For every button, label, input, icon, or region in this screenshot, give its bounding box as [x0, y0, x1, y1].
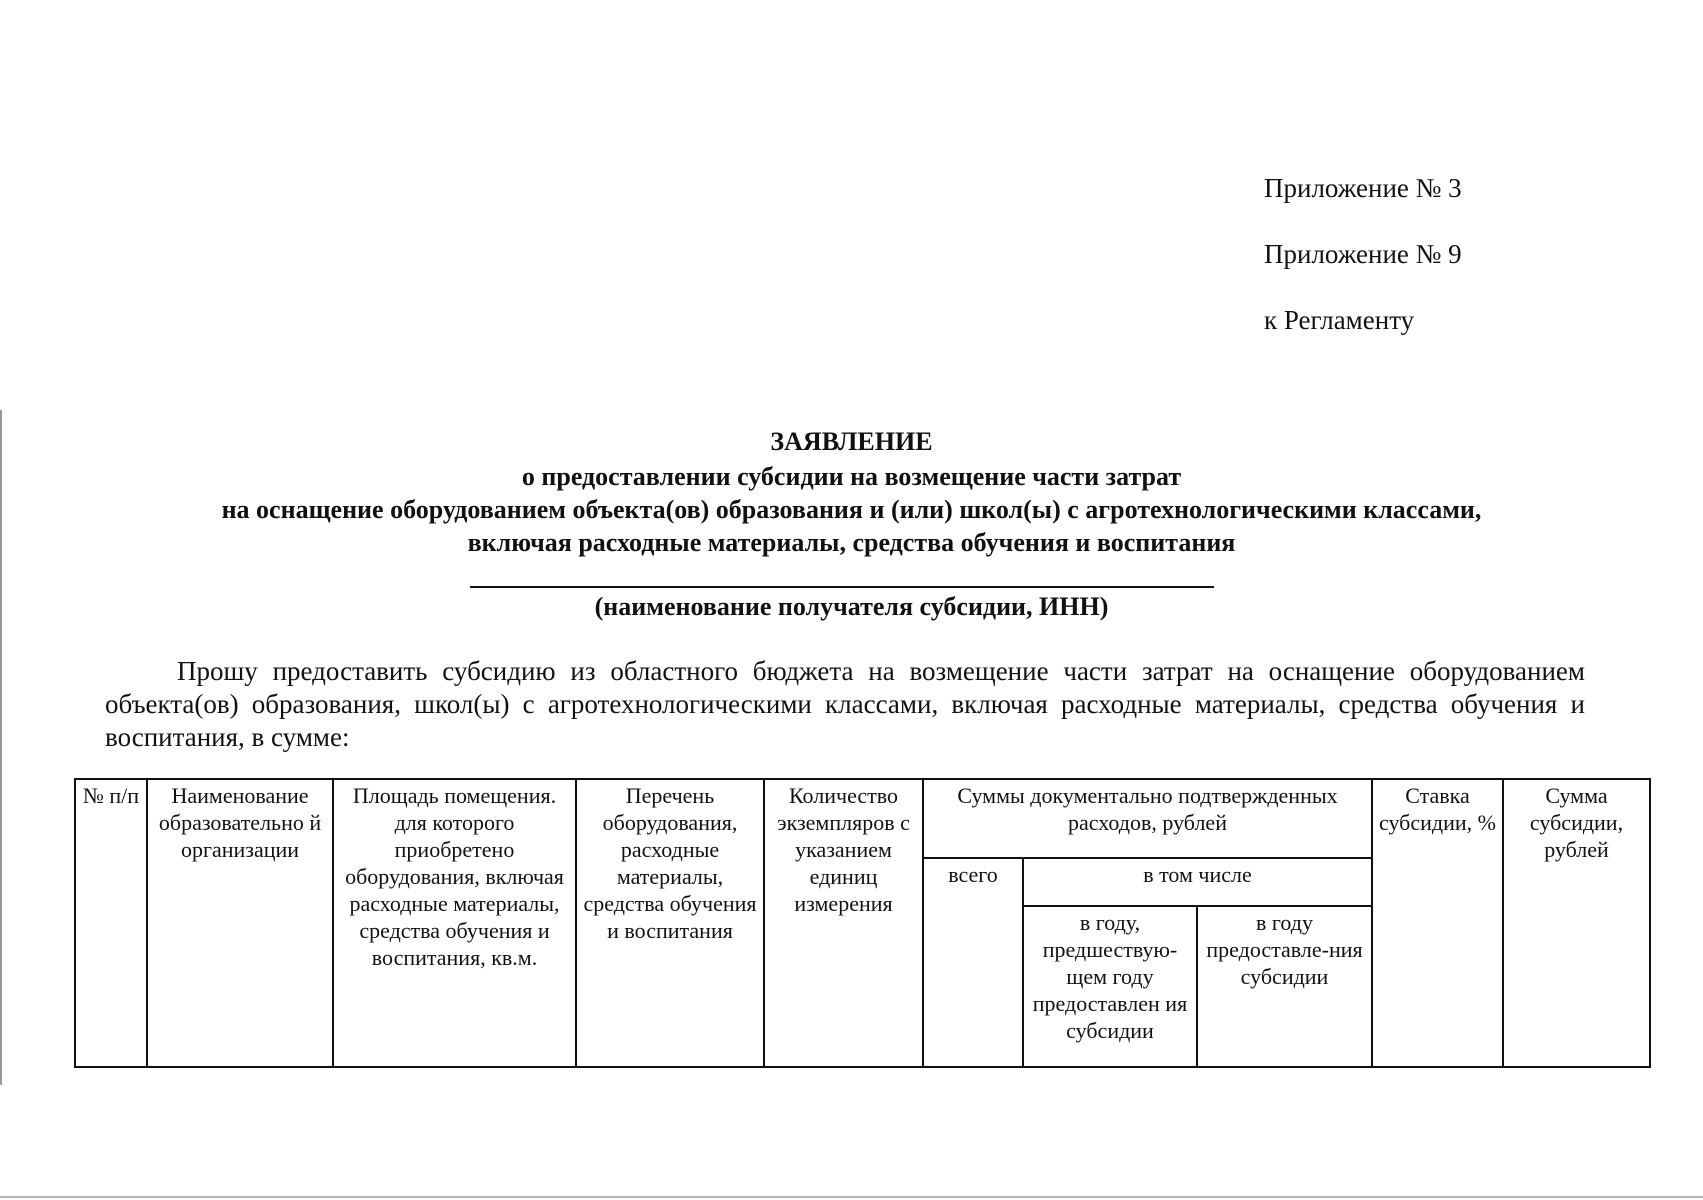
header-including: в том числе [1023, 858, 1372, 906]
appendix-line-2: Приложение № 9 [1264, 239, 1462, 269]
header-number: № п/п [75, 779, 147, 1067]
document-title: ЗАЯВЛЕНИЕ [770, 427, 933, 456]
header-previous-year: в году, предшествую-щем году предоставлен ия субсидии [1023, 906, 1197, 1067]
header-organization: Наименование образовательно й организации [147, 779, 333, 1067]
document-subtitle-line-3: включая расходные материалы, средства обучения и воспитания [467, 528, 1236, 557]
header-confirmed-expenses: Суммы документально подтвержденных расходов, рублей [923, 779, 1372, 858]
intro-paragraph [105, 655, 1585, 754]
header-quantity: Количество экземпляров с указанием единиц измерения [764, 779, 923, 1067]
appendix-line-1: Приложение № 3 [1264, 173, 1462, 203]
expenses-table [74, 778, 1651, 1068]
header-area: Площадь помещения. для которого приобретено оборудования, включая расходные материалы, средства обучения и воспитания, кв.м. [333, 779, 576, 1067]
appendix-line-3: к Регламенту [1264, 305, 1415, 335]
header-total: всего [923, 858, 1023, 1067]
intro-text: Прошу предоставить субсидию из областного бюджета на возмещение части затрат на оснащение оборудованием объекта(ов) образования, школ(ы) с агротехнологическими классами, включая расходные материалы, средства обучения и воспитания, в сумме: [105, 656, 1585, 752]
header-equipment-list: Перечень оборудования, расходные материалы, средства обучения и воспитания [576, 779, 764, 1067]
scan-edge-bottom [0, 1196, 1703, 1198]
header-subsidy-year: в году предоставле-ния субсидии [1197, 906, 1372, 1067]
recipient-fill-line [470, 586, 1214, 588]
recipient-caption: (наименование получателя субсидии, ИНН) [594, 592, 1109, 621]
header-subsidy-amount: Сумма субсидии, рублей [1503, 779, 1650, 1067]
document-subtitle-line-1: о предоставлении субсидии на возмещение части затрат [521, 462, 1182, 491]
document-subtitle-line-2: на оснащение оборудованием объекта(ов) образования и (или) школ(ы) с агротехнологическими классами, [221, 495, 1482, 524]
header-subsidy-rate: Ставка субсидии, % [1372, 779, 1503, 1067]
